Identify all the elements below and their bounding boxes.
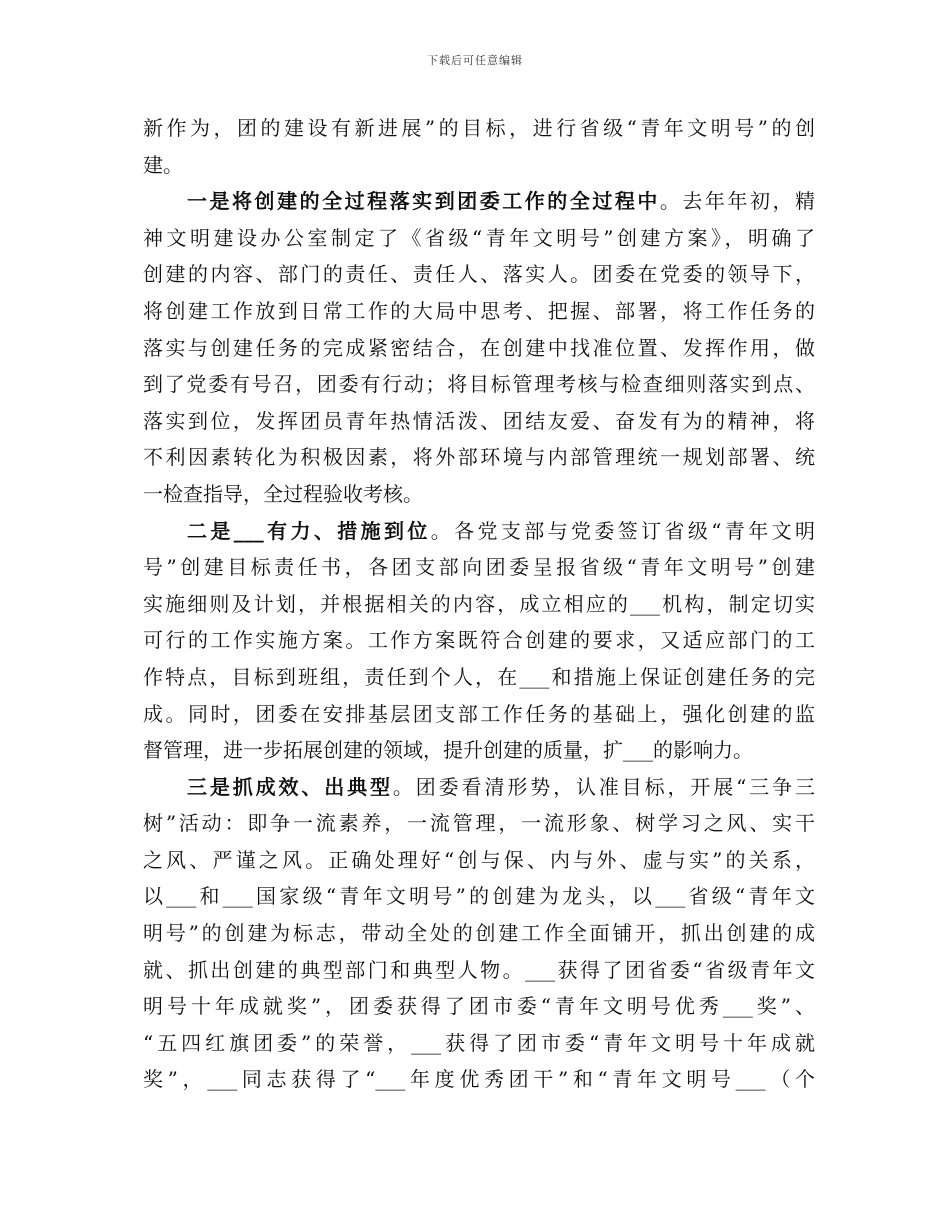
line-text: 将创建工作放到日常工作的大局中思考、把握、部署，将工作任务的	[143, 298, 815, 323]
text-line	[143, 330, 815, 367]
line-text: 到了党委有号召，团委有行动；将目标管理考核与检查细则落实到点、	[143, 372, 815, 397]
text-line	[143, 622, 815, 659]
line-text: 新作为，团的建设有新进展”的目标，进行省级“青年文明号”的创	[143, 116, 815, 140]
paragraph-heading-line	[143, 513, 815, 550]
text-line	[143, 549, 815, 586]
line-text: 作特点，目标到班组，责任到个人，在___和措施上保证创建任务的完	[143, 664, 815, 689]
page-header: 下载后可任意编辑	[427, 54, 523, 67]
line-text: 一检查指导，全过程验收考核。	[143, 481, 423, 506]
text-line	[143, 586, 815, 623]
line-text: 督管理，进一步拓展创建的领域，提升创建的质量，扩___的影响力。	[143, 738, 753, 763]
text-line	[143, 1025, 815, 1062]
text-line	[143, 147, 815, 184]
line-text: “五四红旗团委”的荣誉，___获得了团市委“青年文明号十年成就	[143, 1030, 815, 1055]
text-line	[143, 952, 815, 989]
paragraph-heading: 三是抓成效、出典型	[187, 774, 393, 799]
line-text: 。团委看清形势，认准目标，开展“三争三	[392, 774, 815, 799]
line-text: 落实到位，发挥团员青年热情活泼、团结友爱、奋发有为的精神，将	[143, 408, 815, 433]
line-text: 奖”，___同志获得了“___年度优秀团干”和“青年文明号___（个	[143, 1067, 815, 1092]
paragraph-heading: 二是___有力、措施到位	[187, 518, 431, 543]
line-text: 。去年年初，精	[659, 189, 816, 214]
text-line	[143, 439, 815, 476]
line-text: 。各党支部与党委签订省级“青年文明	[430, 518, 815, 543]
paragraph-heading-line	[143, 183, 815, 220]
line-text: 明号”的创建为标志，带动全处的创建工作全面铺开，抓出创建的成	[143, 921, 815, 946]
text-line	[143, 110, 815, 147]
text-line	[143, 915, 815, 952]
line-text: 神文明建设办公室制定了《省级“青年文明号”创建方案》，明确了	[143, 225, 815, 250]
text-line	[143, 842, 815, 879]
document-body	[143, 110, 815, 1098]
line-text: 成。同时，团委在安排基层团支部工作任务的基础上，强化创建的监	[143, 701, 815, 726]
line-text: 落实与创建任务的完成紧密结合，在创建中找准位置、发挥作用，做	[143, 335, 815, 360]
text-line	[143, 659, 815, 696]
text-line	[143, 220, 815, 257]
line-text: 之风、严谨之风。正确处理好“创与保、内与外、虚与实”的关系，	[143, 847, 815, 872]
line-text: 就、抓出创建的典型部门和典型人物。___获得了团省委“省级青年文	[143, 957, 815, 982]
line-text: 可行的工作实施方案。工作方案既符合创建的要求，又适应部门的工	[143, 628, 815, 653]
line-text: 树”活动：即争一流素养，一流管理，一流形象、树学习之风、实干	[143, 811, 815, 836]
text-line	[143, 293, 815, 330]
line-text: 号”创建目标责任书，各团支部向团委呈报省级“青年文明号”创建	[143, 555, 815, 580]
line-text: 创建的内容、部门的责任、责任人、落实人。团委在党委的领导下，	[143, 262, 815, 287]
text-line	[143, 696, 815, 733]
line-text: 以___和___国家级“青年文明号”的创建为龙头，以___省级“青年文	[143, 884, 815, 909]
line-text: 不利因素转化为积极因素，将外部环境与内部管理统一规划部署、统	[143, 445, 815, 470]
paragraph-heading-line	[143, 769, 815, 806]
text-line	[143, 805, 815, 842]
text-line	[143, 878, 815, 915]
line-text: 实施细则及计划，并根据相关的内容，成立相应的___机构，制定切实	[143, 591, 815, 616]
text-line	[143, 403, 815, 440]
text-line	[143, 1061, 815, 1098]
paragraph-heading: 一是将创建的全过程落实到团委工作的全过程中	[187, 189, 660, 214]
text-line	[143, 988, 815, 1025]
text-line	[143, 366, 815, 403]
line-text: 明号十年成就奖”，团委获得了团市委“青年文明号优秀___奖”、	[143, 994, 815, 1019]
text-line	[143, 256, 815, 293]
text-line	[143, 732, 815, 769]
line-text: 建。	[143, 152, 183, 177]
text-line	[143, 476, 815, 513]
